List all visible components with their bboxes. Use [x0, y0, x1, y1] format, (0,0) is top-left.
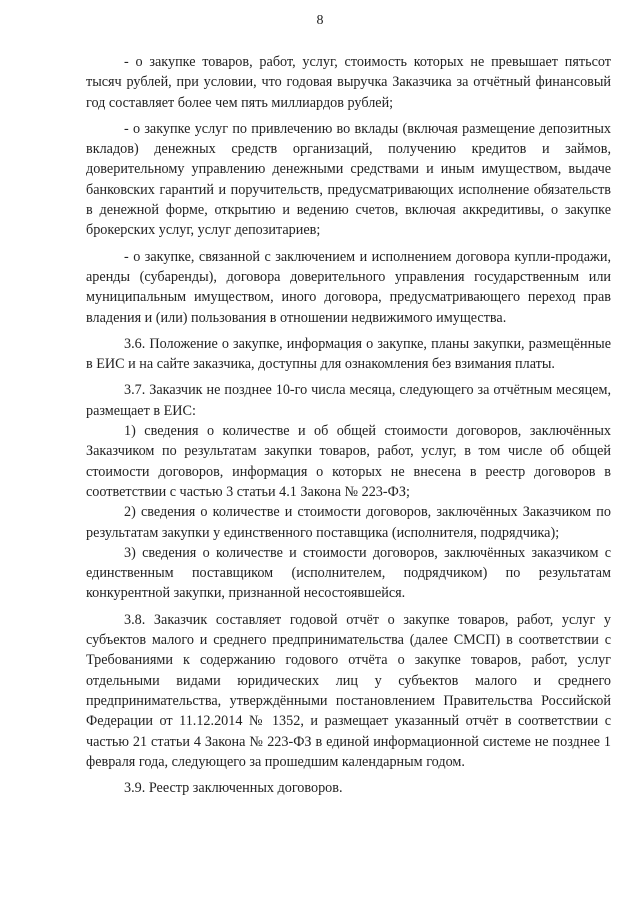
- paragraph-3-7-item-2: 2) сведения о количестве и стоимости договоров, заключённых Заказчиком по результатам закупки у единственного поставщика (исполнителя, подрядчика);: [86, 504, 611, 541]
- paragraph-deposit-services: - о закупке услуг по привлечению во вклады (включая размещение депозитных вкладов) денежных средств организаций, получению кредитов и займов, доверительному управлению денежными средствами и иным имуществом, выдаче банковских гарантий и поручительств, предусматривающих исполнение обязательств в денежной форме, открытию и ведению счетов, включая аккредитивы, о закупке брокерских услуг, услуг депозитариев;: [86, 120, 611, 239]
- paragraph-small-purchase: - о закупке товаров, работ, услуг, стоимость которых не превышает пятьсот тысяч рублей, при условии, что годовая выручка Заказчика за отчётный финансовый год составляет более чем пять миллиардов рублей;: [86, 54, 611, 111]
- paragraph-property-contract: - о закупке, связанной с заключением и исполнением договора купли-продажи, аренды (субаренды), договора доверительного управления государственным или муниципальным имуществом, иного договора, предусматривающего переход прав владения и (или) пользования в отношении недвижимого имущества.: [86, 248, 611, 326]
- paragraph-3-9: 3.9. Реестр заключенных договоров.: [124, 780, 343, 797]
- document-body: [86, 52, 611, 798]
- paragraph-3-7: 3.7. Заказчик не позднее 10-го числа месяца, следующего за отчётным месяцем, размещает в ЕИС:: [86, 382, 611, 419]
- page-number: 8: [316, 13, 324, 28]
- paragraph-3-6: 3.6. Положение о закупке, информация о закупке, планы закупки, размещённые в ЕИС и на сайте заказчика, доступны для ознакомления без взимания платы.: [86, 335, 611, 373]
- paragraph-3-7-item-3: 3) сведения о количестве и стоимости договоров, заключённых заказчиком с единственным поставщиком (исполнителем, подрядчиком) по результатам конкурентной закупки, признанной несостоявшейся.: [86, 544, 611, 602]
- paragraph-3-8: 3.8. Заказчик составляет годовой отчёт о закупке товаров, работ, услуг у субъектов малого и среднего предпринимательства (далее СМСП) в соответствии с Требованиями к содержанию годового отчёта о закупке товаров, работ, услуг отдельными видами юридических лиц у субъектов малого и среднего предпринимательства, утверждёнными постановлением Правительства Российской Федерации от 11.12.2014 № 1352, и размещает указанный отчёт в соответствии с частью 21 статьи 4 Закона № 223-ФЗ в единой информационной системе не позднее 1 февраля года, следующего за прошедшим календарным годом.: [86, 611, 611, 770]
- paragraph-3-7-item-1: 1) сведения о количестве и об общей стоимости договоров, заключённых Заказчиком по результатам закупки товаров, работ, услуг, в том числе об общей стоимости договоров, информация о которых не внесена в реестр договоров в соответствии с частью 3 статьи 4.1 Закона № 223-ФЗ;: [86, 423, 611, 500]
